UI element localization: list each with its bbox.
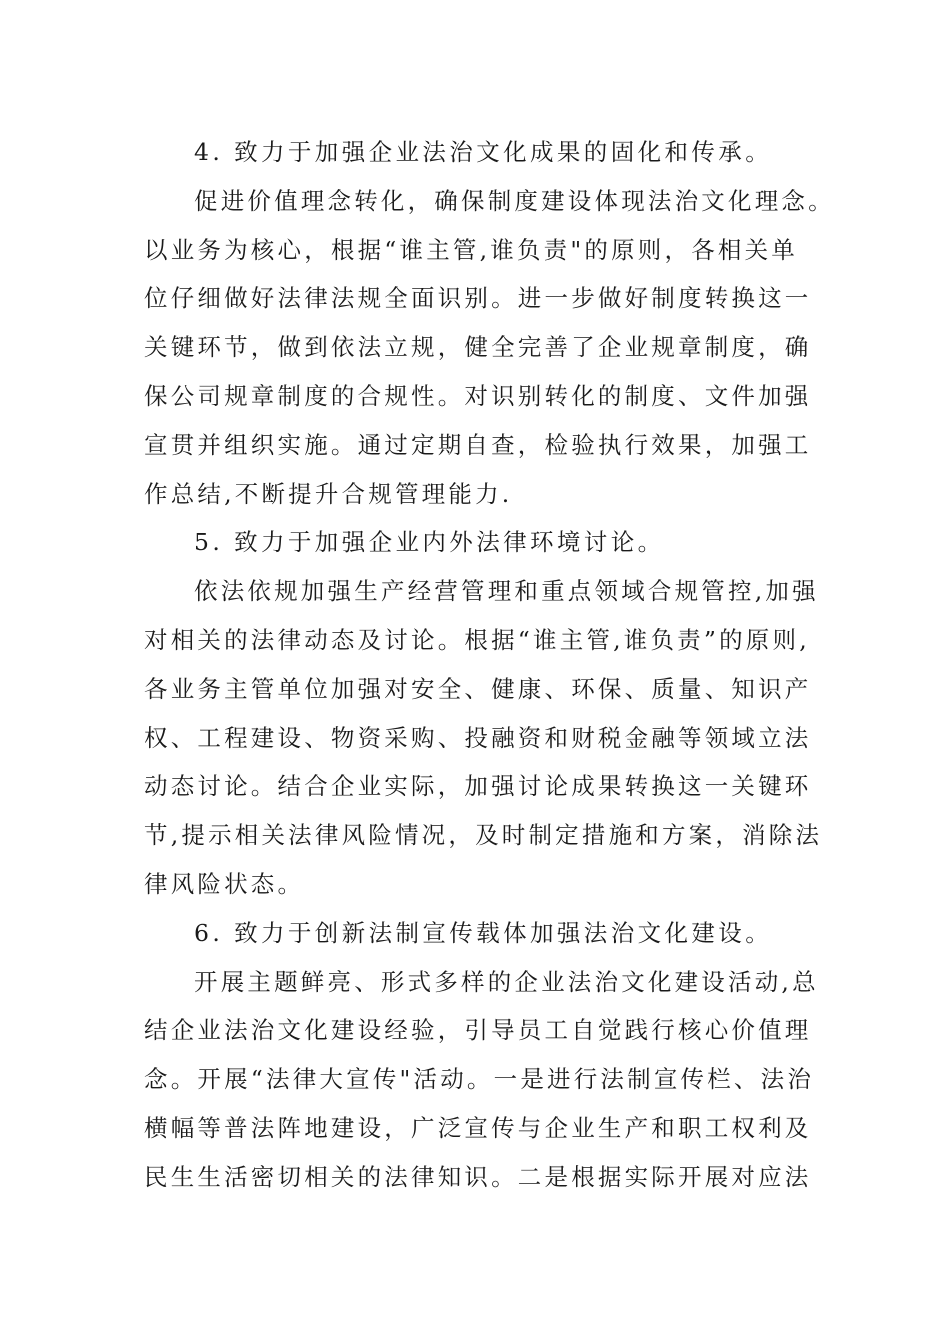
paragraph-line: 权、工程建设、物资采购、投融资和财税金融等领域立法 bbox=[144, 723, 812, 752]
paragraph-line: 对相关的法律动态及讨论。根据“谁主管,谁负责”的原则, bbox=[144, 625, 810, 654]
paragraph-line: 动态讨论。结合企业实际，加强讨论成果转换这一关键环 bbox=[144, 772, 812, 801]
document-body bbox=[144, 128, 835, 1202]
paragraph-line: 结企业法治文化建设经验，引导员工自觉践行核心价值理 bbox=[144, 1016, 812, 1045]
paragraph-line: 位仔细做好法律法规全面识别。进一步做好制度转换这一 bbox=[144, 284, 812, 313]
paragraph-line: 促进价值理念转化，确保制度建设体现法治文化理念。 bbox=[194, 186, 835, 215]
section-heading-6: 6. 致力于创新法制宣传载体加强法治文化建设。 bbox=[194, 918, 773, 947]
paragraph-line: 保公司规章制度的合规性。对识别转化的制度、文件加强 bbox=[144, 381, 812, 410]
paragraph-line: 关键环节，做到依法立规，健全完善了企业规章制度，确 bbox=[144, 333, 812, 362]
paragraph-line: 横幅等普法阵地建设，广泛宣传与企业生产和职工权利及 bbox=[144, 1113, 812, 1142]
paragraph-line: 各业务主管单位加强对安全、健康、环保、质量、知识产 bbox=[144, 674, 812, 703]
paragraph-line: 念。开展“法律大宣传"活动。一是进行法制宣传栏、法治 bbox=[144, 1065, 815, 1094]
paragraph-line: 节,提示相关法律风险情况，及时制定措施和方案，消除法 bbox=[144, 821, 823, 850]
paragraph-line: 以业务为核心，根据“谁主管,谁负责"的原则，各相关单 bbox=[144, 235, 798, 264]
paragraph-line: 依法依规加强生产经营管理和重点领域合规管控,加强 bbox=[194, 577, 819, 606]
section-heading-4: 4. 致力于加强企业法治文化成果的固化和传承。 bbox=[194, 138, 773, 166]
paragraph-line: 开展主题鲜亮、形式多样的企业法治文化建设活动,总 bbox=[194, 967, 819, 996]
paragraph-line: 宣贯并组织实施。通过定期自查，检验执行效果，加强工 bbox=[144, 430, 812, 459]
paragraph-line: 作总结,不断提升合规管理能力. bbox=[144, 479, 513, 508]
paragraph-line: 律风险状态。 bbox=[144, 869, 305, 898]
paragraph-line: 民生生活密切相关的法律知识。二是根据实际开展对应法 bbox=[144, 1162, 812, 1191]
section-heading-5: 5. 致力于加强企业内外法律环境讨论。 bbox=[194, 528, 665, 557]
